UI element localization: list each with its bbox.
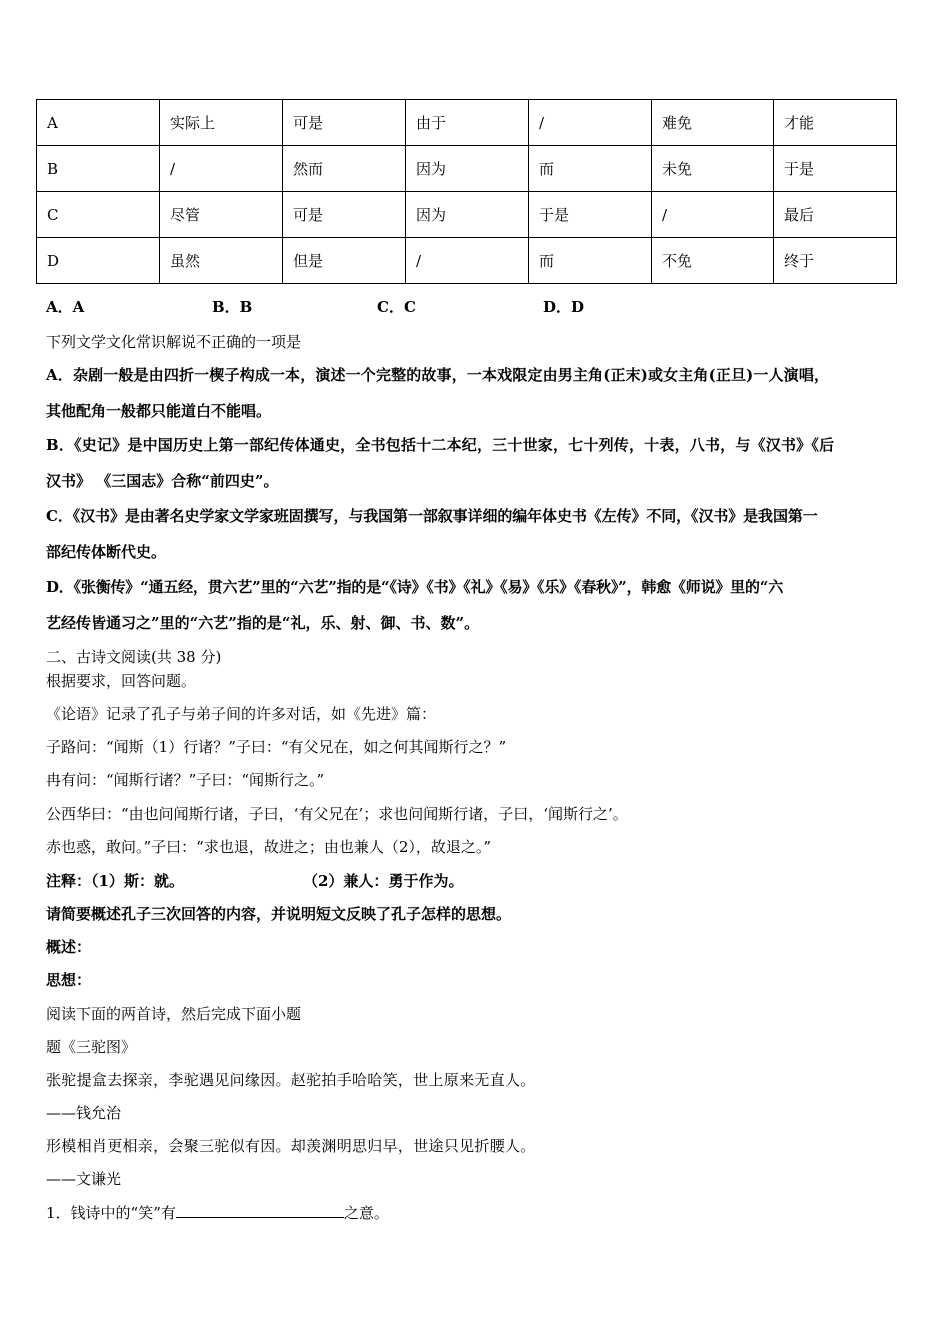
table-cell: 可是 (283, 100, 406, 146)
table-cell: B (37, 146, 160, 192)
question-1 (46, 1202, 389, 1223)
poem-1-author: ——钱允治 (46, 1104, 122, 1122)
question-stem: 下列文学文化常识解说不正确的一项是 (46, 333, 302, 351)
note-1: 注释：（1）斯：就。 (46, 872, 184, 890)
table-cell: 于是 (774, 146, 897, 192)
option-d-line-2: 艺经传皆通习之”里的“六艺”指的是“礼，乐、射、御、书、数”。 (46, 614, 480, 632)
option-a-line-2: 其他配角一般都只能道白不能唱。 (46, 402, 272, 420)
table-cell: 未免 (652, 146, 774, 192)
table-cell: 于是 (529, 192, 652, 238)
table-cell: 虽然 (160, 238, 283, 284)
table-row (37, 100, 897, 146)
table-cell: 难免 (652, 100, 774, 146)
choice-c[interactable]: C．C (377, 298, 416, 316)
table-cell: 才能 (774, 100, 897, 146)
table-cell: 而 (529, 146, 652, 192)
summary-label: 概述： (46, 938, 92, 956)
table-cell: 而 (529, 238, 652, 284)
answer-blank[interactable] (176, 1203, 344, 1218)
table-cell: 然而 (283, 146, 406, 192)
question-1-suffix: 之意。 (343, 1204, 389, 1222)
table-cell: C (37, 192, 160, 238)
task-prompt: 请简要概述孔子三次回答的内容，并说明短文反映了孔子怎样的思想。 (46, 905, 512, 923)
choice-a[interactable]: A．A (46, 298, 85, 316)
table-cell: / (160, 146, 283, 192)
table-cell: 实际上 (160, 100, 283, 146)
table-cell: 由于 (406, 100, 529, 146)
table-cell: A (37, 100, 160, 146)
section-heading: 二、古诗文阅读(共 38 分) (46, 648, 222, 666)
table-cell: 因为 (406, 192, 529, 238)
analects-passage-4: 赤也惑，敢问。”子曰：“求也退，故进之；由也兼人（2），故退之。” (46, 838, 492, 856)
table-cell: 因为 (406, 146, 529, 192)
table-cell: 可是 (283, 192, 406, 238)
table-cell: / (406, 238, 529, 284)
section-instruction: 根据要求，回答问题。 (46, 672, 197, 690)
poem-1-text: 张驼提盒去探亲，李驼遇见问缘因。赵驼拍手哈哈笑，世上原来无直人。 (46, 1071, 536, 1089)
question-1-prefix: 1．钱诗中的“笑”有 (46, 1204, 176, 1222)
analects-passage-1: 子路问：“闻斯（1）行诸？”子曰：“有父兄在，如之何其闻斯行之？” (46, 738, 507, 756)
table-cell: / (529, 100, 652, 146)
option-d-line-1: D．《张衡传》“通五经，贯六艺”里的“六艺”指的是“《诗》《书》《礼》《易》《乐》《春秋》”，韩愈《师说》里的“六 (46, 578, 784, 596)
note-2: （2）兼人：勇于作为。 (303, 872, 464, 890)
thought-label: 思想： (46, 971, 92, 989)
poem-title: 题《三驼图》 (46, 1038, 137, 1056)
choice-d[interactable]: D．D (543, 298, 585, 316)
option-b-line-1: B．《史记》是中国历史上第一部纪传体通史，全书包括十二本纪，三十世家，七十列传，十表，八书，与《汉书》《后 (46, 436, 835, 454)
table-cell: 尽管 (160, 192, 283, 238)
table-cell: / (652, 192, 774, 238)
option-a-line-1: A．杂剧一般是由四折一楔子构成一本，演述一个完整的故事，一本戏限定由男主角(正末)或女主角(正旦)一人演唱， (46, 366, 830, 384)
choice-b[interactable]: B．B (212, 298, 253, 316)
option-c-line-2: 部纪传体断代史。 (46, 543, 167, 561)
option-c-line-1: C．《汉书》是由著名史学家文学家班固撰写，与我国第一部叙事详细的编年体史书《左传》不同，《汉书》是我国第一 (46, 507, 818, 525)
options-table (36, 99, 897, 284)
analects-passage-3: 公西华曰：“由也问闻斯行诸，子曰，‘有父兄在’；求也问闻斯行诸，子曰，‘闻斯行之’。 (46, 805, 628, 823)
table-cell: 终于 (774, 238, 897, 284)
table-cell: 不免 (652, 238, 774, 284)
poem-2-text: 形模相肖更相亲，会聚三驼似有因。却羡渊明思归早，世途只见折腰人。 (46, 1137, 536, 1155)
table-row (37, 192, 897, 238)
table-row (37, 238, 897, 284)
analects-passage-2: 冉有问：“闻斯行诸？”子曰：“闻斯行之。” (46, 771, 325, 789)
table-cell: 最后 (774, 192, 897, 238)
option-b-line-2: 汉书》 《三国志》合称“前四史”。 (46, 472, 279, 490)
table-cell: 但是 (283, 238, 406, 284)
table-cell: D (37, 238, 160, 284)
analects-intro: 《论语》记录了孔子与弟子间的许多对话，如《先进》篇： (46, 705, 437, 723)
poem-instruction: 阅读下面的两首诗，然后完成下面小题 (46, 1005, 302, 1023)
poem-2-author: ——文谦光 (46, 1170, 122, 1188)
table-row (37, 146, 897, 192)
